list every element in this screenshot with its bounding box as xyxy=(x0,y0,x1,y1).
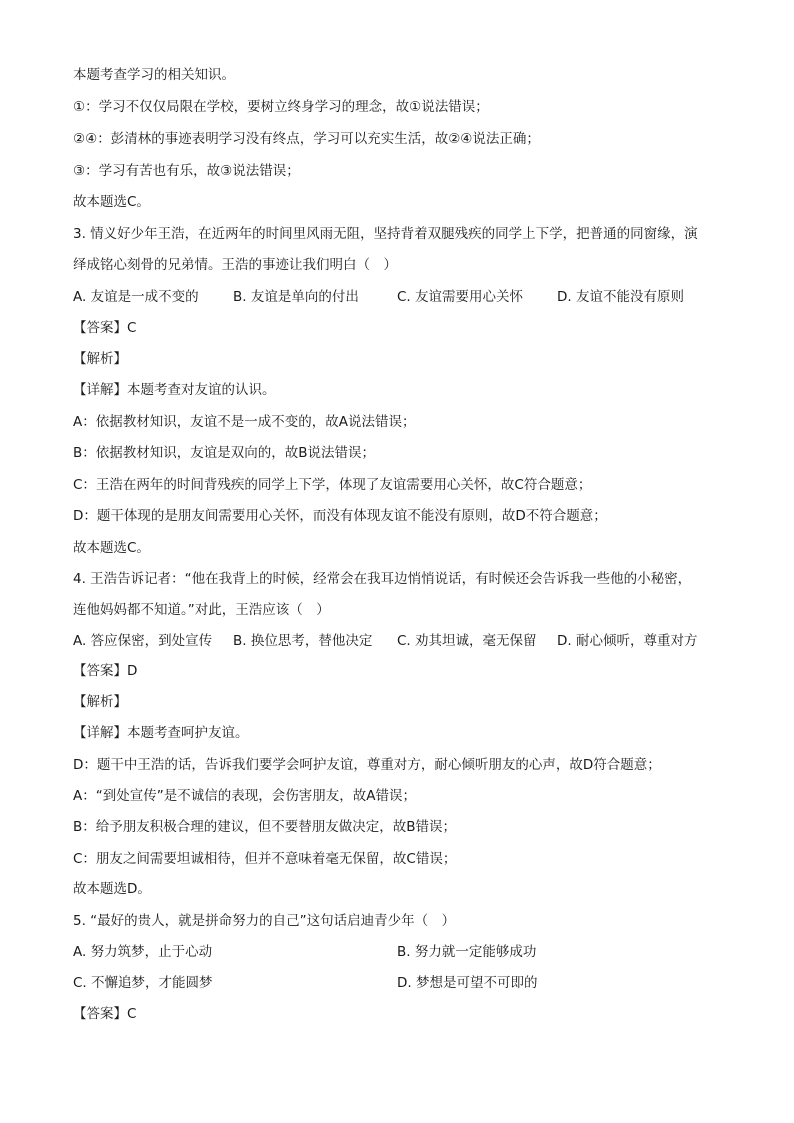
q4-explain-b: B：给予朋友积极合理的建议，但不要替朋友做决定，故B错误； xyxy=(73,819,457,835)
q3-answer: 【答案】C xyxy=(73,320,137,336)
q4-option-d: D. 耐心倾听，尊重对方 xyxy=(557,633,698,649)
q4-analysis-heading: 【解析】 xyxy=(73,694,127,710)
q3-detail: 【详解】本题考查对友谊的认识。 xyxy=(73,382,276,398)
q5-option-c: C. 不懈追梦，才能圆梦 xyxy=(73,975,213,991)
question-3-stem: 3. 情义好少年王浩，在近两年的时间里风雨无阻，坚持背着双腿残疾的同学上下学，把普通的同窗缘，演 xyxy=(73,226,698,242)
q3-explain-c: C：王浩在两年的时间背残疾的同学上下学，体现了友谊需要用心关怀，故C符合题意； xyxy=(73,477,592,493)
text-line: 本题考查学习的相关知识。 xyxy=(73,67,235,83)
text-line: ③：学习有苦也有乐，故③说法错误； xyxy=(73,163,300,179)
q3-explain-b: B：依据教材知识，友谊是双向的，故B说法错误； xyxy=(73,445,376,461)
q3-explain-a: A：依据教材知识，友谊不是一成不变的，故A说法错误； xyxy=(73,414,416,430)
question-5-stem: 5. “最好的贵人，就是拼命努力的自己”这句话启迪青少年（ ） xyxy=(73,913,456,929)
q3-option-c: C. 友谊需要用心关怀 xyxy=(397,289,524,305)
q3-option-b: B. 友谊是单向的付出 xyxy=(233,289,359,305)
q3-analysis-heading: 【解析】 xyxy=(73,351,127,367)
q5-option-d: D. 梦想是可望不可即的 xyxy=(397,975,538,991)
q3-conclusion: 故本题选C。 xyxy=(73,540,150,556)
text-line: ②④：彭清林的事迹表明学习没有终点，学习可以充实生活，故②④说法正确； xyxy=(73,131,540,147)
text-line: ①：学习不仅仅局限在学校，要树立终身学习的理念，故①说法错误； xyxy=(73,99,489,115)
q4-explain-c: C：朋友之间需要坦诚相待，但并不意味着毫无保留，故C错误； xyxy=(73,851,457,867)
q4-explain-a: A：“到处宣传”是不诚信的表现，会伤害朋友，故A错误； xyxy=(73,788,416,804)
question-4-stem-cont: 连他妈妈都不知道。”对此，王浩应该（ ） xyxy=(73,602,330,618)
q4-explain-d: D：题干中王浩的话，告诉我们要学会呵护友谊，尊重对方，耐心倾听朋友的心声，故D符合题意； xyxy=(73,757,661,773)
q3-option-d: D. 友谊不能没有原则 xyxy=(557,289,684,305)
q4-answer: 【答案】D xyxy=(73,663,138,679)
q5-option-a: A. 努力筑梦，止于心动 xyxy=(73,944,213,960)
q5-answer: 【答案】C xyxy=(73,1006,137,1022)
question-4-stem: 4. 王浩告诉记者：“他在我背上的时候，经常会在我耳边悄悄说话，有时候还会告诉我一些他的小秘密， xyxy=(73,571,692,587)
q3-explain-d: D：题干体现的是朋友间需要用心关怀，而没有体现友谊不能没有原则，故D不符合题意； xyxy=(73,508,607,524)
q3-option-a: A. 友谊是一成不变的 xyxy=(73,289,199,305)
q4-option-b: B. 换位思考，替他决定 xyxy=(233,633,373,649)
q4-conclusion: 故本题选D。 xyxy=(73,881,151,897)
text-line: 故本题选C。 xyxy=(73,194,150,210)
q5-option-b: B. 努力就一定能够成功 xyxy=(397,944,537,960)
q4-option-a: A. 答应保密，到处宣传 xyxy=(73,633,213,649)
q4-detail: 【详解】本题考查呵护友谊。 xyxy=(73,725,249,741)
q4-option-c: C. 劝其坦诚，毫无保留 xyxy=(397,633,537,649)
question-3-stem-cont: 绎成铭心刻骨的兄弟情。王浩的事迹让我们明白（ ） xyxy=(73,257,397,273)
